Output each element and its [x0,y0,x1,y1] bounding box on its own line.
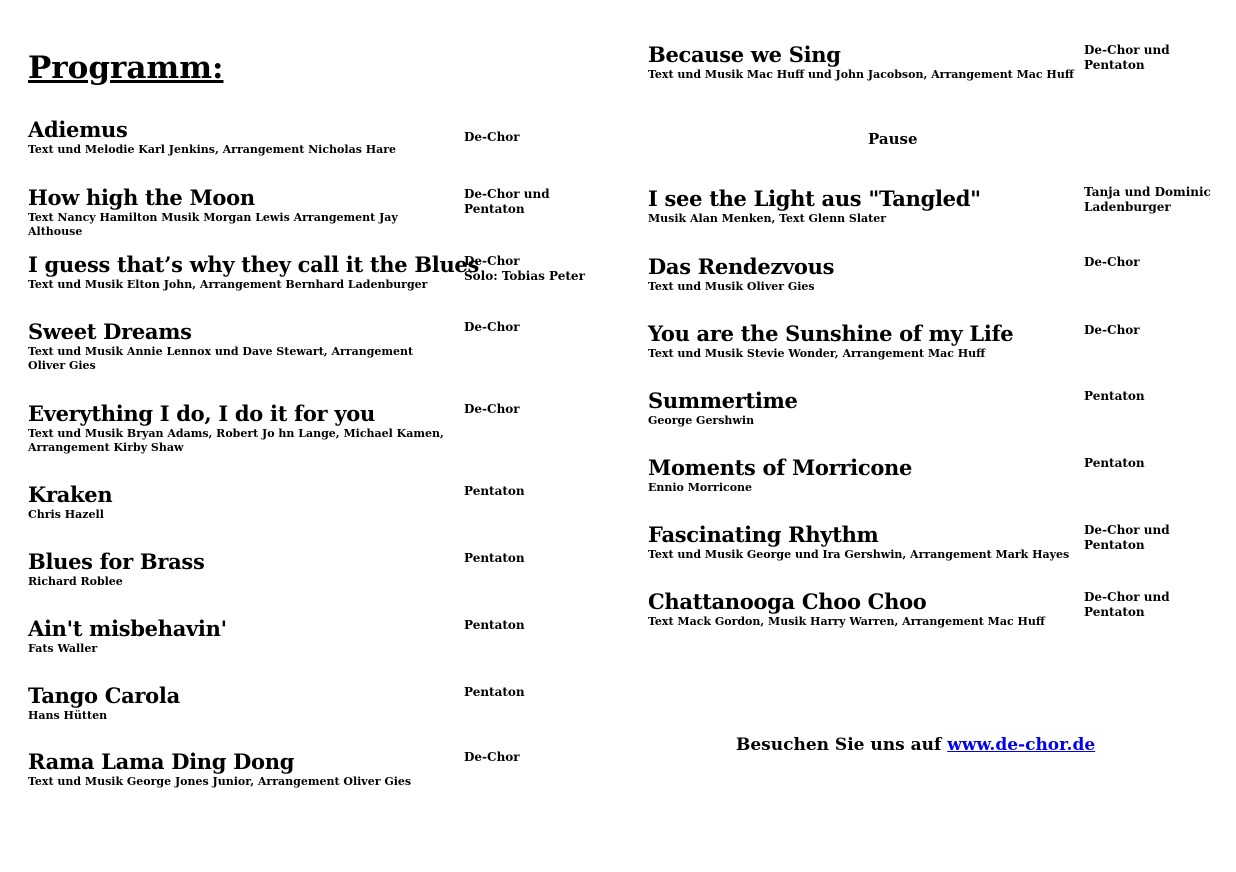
footer-text: Besuchen Sie uns auf [736,735,948,755]
song-credit: Text und Musik Stevie Wonder, Arrangement Mac Huff [648,347,986,360]
song-credit: Fats Waller [28,642,98,655]
song-title: Chattanooga Choo Choo [648,589,927,614]
performer: Tanja und Dominic Ladenburger [1084,185,1211,214]
program-item [28,483,448,522]
performer: Pentaton [1084,389,1145,403]
song-credit: Text Mack Gordon, Musik Harry Warren, Arrangement Mac Huff [648,615,1045,628]
song-title: Because we Sing [648,42,841,67]
song-title: You are the Sunshine of my Life [648,321,1014,346]
performer: De-Chor Solo: Tobias Peter [464,254,585,283]
song-title: Rama Lama Ding Dong [28,749,295,774]
performer: De-Chor und Pentaton [1084,590,1170,619]
performer: Pentaton [464,685,525,699]
program-item [648,523,1078,562]
performer: De-Chor und Pentaton [464,187,550,216]
performer: Pentaton [1084,456,1145,470]
song-credit: Text und Musik George Jones Junior, Arrangement Oliver Gies [28,775,412,788]
performer: De-Chor und Pentaton [1084,523,1170,552]
footer [736,735,1095,755]
performer: Pentaton [464,484,525,498]
performer: De-Chor [464,320,520,334]
page-title: Programm: [28,50,224,86]
song-title: Kraken [28,482,113,507]
song-credit: Text und Musik Mac Huff und John Jacobson, Arrangement Mac Huff [648,68,1074,81]
pause-label: Pause [868,130,918,148]
program-item [28,186,448,239]
performer: De-Chor [464,750,520,764]
song-credit: Text und Musik Oliver Gies [648,280,815,293]
program-item [28,750,448,789]
program-item [648,43,1078,82]
song-credit: Text und Melodie Karl Jenkins, Arrangement Nicholas Hare [28,143,397,156]
program-item [648,322,1078,361]
program-item [648,389,1078,428]
program-item [648,590,1078,629]
song-title: Tango Carola [28,683,180,708]
performer: De-Chor [1084,323,1140,337]
song-credit: Chris Hazell [28,508,104,521]
program-item [648,187,1078,226]
song-credit: Text und Musik Annie Lennox und Dave Stewart, Arrangement Oliver Gies [28,345,414,372]
song-title: Fascinating Rhythm [648,522,879,547]
program-item [28,118,448,157]
song-credit: Text Nancy Hamilton Musik Morgan Lewis Arrangement Jay Althouse [28,211,398,238]
program-item [648,255,1078,294]
performer: De-Chor [464,130,520,144]
program-item [28,684,448,723]
performer: Pentaton [464,618,525,632]
performer: De-Chor [464,402,520,416]
performer: Pentaton [464,551,525,565]
song-title: Ain't misbehavin' [28,616,227,641]
program-item [28,402,448,455]
song-title: Moments of Morricone [648,455,913,480]
song-title: How high the Moon [28,185,255,210]
song-title: Adiemus [28,117,128,142]
song-title: I see the Light aus "Tangled" [648,186,981,211]
song-credit: Richard Roblee [28,575,123,588]
performer: De-Chor und Pentaton [1084,43,1170,72]
song-credit: Hans Hütten [28,709,108,722]
song-title: Everything I do, I do it for you [28,401,375,426]
song-credit: Musik Alan Menken, Text Glenn Slater [648,212,887,225]
website-link[interactable]: www.de-chor.de [947,735,1096,755]
song-title: Summertime [648,388,798,413]
program-item [28,550,448,589]
song-title: Sweet Dreams [28,319,192,344]
song-credit: Ennio Morricone [648,481,753,494]
song-credit: Text und Musik Elton John, Arrangement Bernhard Ladenburger [28,278,428,291]
program-item [648,456,1078,495]
song-title: Blues for Brass [28,549,205,574]
song-credit: Text und Musik George und Ira Gershwin, Arrangement Mark Hayes [648,548,1070,561]
song-credit: George Gershwin [648,414,755,427]
song-title: I guess that’s why they call it the Blues [28,252,479,277]
song-title: Das Rendezvous [648,254,835,279]
program-item [28,617,448,656]
performer: De-Chor [1084,255,1140,269]
program-item [28,253,479,292]
program-item [28,320,448,373]
song-credit: Text und Musik Bryan Adams, Robert Jo hn Lange, Michael Kamen, Arrangement Kirby Shaw [28,427,444,454]
